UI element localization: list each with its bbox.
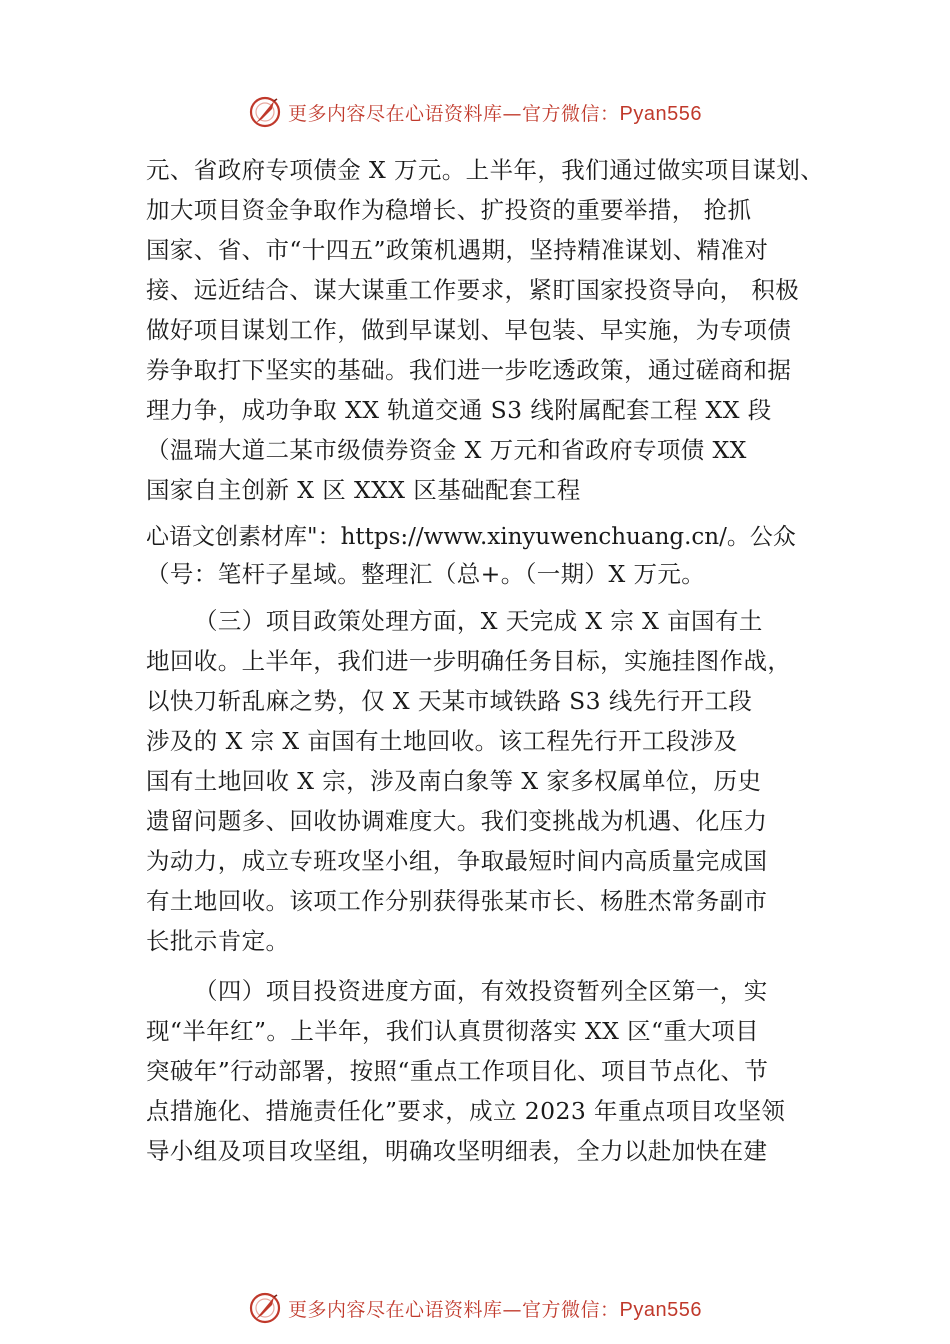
text-line: 接、远近结合、谋大谋重工作要求，紧盯国家投资导向， 积极 bbox=[146, 276, 800, 304]
document-body bbox=[146, 150, 836, 1171]
banner-wechat-label: 官方微信： bbox=[522, 1298, 620, 1321]
text-line: 导小组及项目攻坚组，明确攻坚明细表，全力以赴加快在建 bbox=[146, 1137, 768, 1165]
footer-banner bbox=[0, 1288, 950, 1328]
text-line: 国家、省、市“十四五”政策机遇期，坚持精准谋划、精准对 bbox=[146, 236, 769, 264]
quill-pen-seal-icon bbox=[248, 1291, 282, 1325]
text-line: 理力争，成功争取 XX 轨道交通 S3 线附属配套工程 XX 段 bbox=[146, 396, 772, 424]
text-line: 点措施化、措施责任化”要求，成立 2023 年重点项目攻坚领 bbox=[146, 1097, 786, 1125]
text-line: 长批示肯定。 bbox=[146, 927, 290, 955]
text-line: （号：笔杆子星域。整理汇（总+。（一期）X 万元。 bbox=[146, 560, 706, 588]
banner-text bbox=[288, 99, 702, 126]
banner-dash: — bbox=[502, 1298, 523, 1321]
text-line: 做好项目谋划工作，做到早谋划、早包装、早实施，为专项债 bbox=[146, 316, 792, 344]
text-line: 国有土地回收 X 宗，涉及南白象等 X 家多权属单位，历史 bbox=[146, 767, 762, 795]
text-line: 有土地回收。该项工作分别获得张某市长、杨胜杰常务副市 bbox=[146, 887, 768, 915]
paragraph-investment-progress bbox=[146, 971, 836, 1171]
text-line: 现“半年红”。上半年，我们认真贯彻落实 XX 区“重大项目 bbox=[146, 1017, 760, 1045]
banner-site-name: 更多内容尽在心语资料库 bbox=[288, 1298, 503, 1321]
text-line: 元、省政府专项债金 X 万元。上半年，我们通过做实项目谋划、 bbox=[146, 156, 825, 184]
text-line: 以快刀斩乱麻之势，仅 X 天某市域铁路 S3 线先行开工段 bbox=[146, 687, 753, 715]
banner-dash: — bbox=[502, 102, 523, 125]
banner-site-name: 更多内容尽在心语资料库 bbox=[288, 102, 503, 125]
text-line: 遗留问题多、回收协调难度大。我们变挑战为机遇、化压力 bbox=[146, 807, 768, 835]
paragraph-land-recovery bbox=[146, 601, 836, 961]
header-banner bbox=[0, 92, 950, 132]
text-line: 为动力，成立专班攻坚小组，争取最短时间内高质量完成国 bbox=[146, 847, 768, 875]
text-line: 突破年”行动部署，按照“重点工作项目化、项目节点化、节 bbox=[146, 1057, 769, 1085]
paragraph-source-note bbox=[146, 516, 836, 591]
banner-wechat-id: Pyan556 bbox=[619, 102, 702, 125]
banner-wechat-id: Pyan556 bbox=[619, 1298, 702, 1321]
text-line: 涉及的 X 宗 X 亩国有土地回收。该工程先行开工段涉及 bbox=[146, 727, 738, 755]
text-line: 加大项目资金争取作为稳增长、扩投资的重要举措， 抢抓 bbox=[146, 196, 752, 224]
text-line: 国家自主创新 X 区 XXX 区基础配套工程 bbox=[146, 476, 581, 504]
section-heading-line: （三）项目政策处理方面，X 天完成 X 宗 X 亩国有土 bbox=[194, 607, 763, 635]
paragraph-projects-funding bbox=[146, 150, 836, 510]
section-heading-line: （四）项目投资进度方面，有效投资暂列全区第一，实 bbox=[194, 977, 768, 1005]
text-line: 地回收。上半年，我们进一步明确任务目标，实施挂图作战， bbox=[146, 647, 792, 675]
text-line: （温瑞大道二某市级债券资金 X 万元和省政府专项债 XX bbox=[146, 436, 747, 464]
banner-wechat-label: 官方微信： bbox=[522, 102, 620, 125]
text-line: 券争取打下坚实的基础。我们进一步吃透政策，通过磋商和据 bbox=[146, 356, 792, 384]
source-url-line: 心语文创素材库"：https://www.xinyuwenchuang.cn/。公众 bbox=[146, 524, 796, 550]
banner-text bbox=[288, 1295, 702, 1322]
quill-pen-seal-icon bbox=[248, 95, 282, 129]
